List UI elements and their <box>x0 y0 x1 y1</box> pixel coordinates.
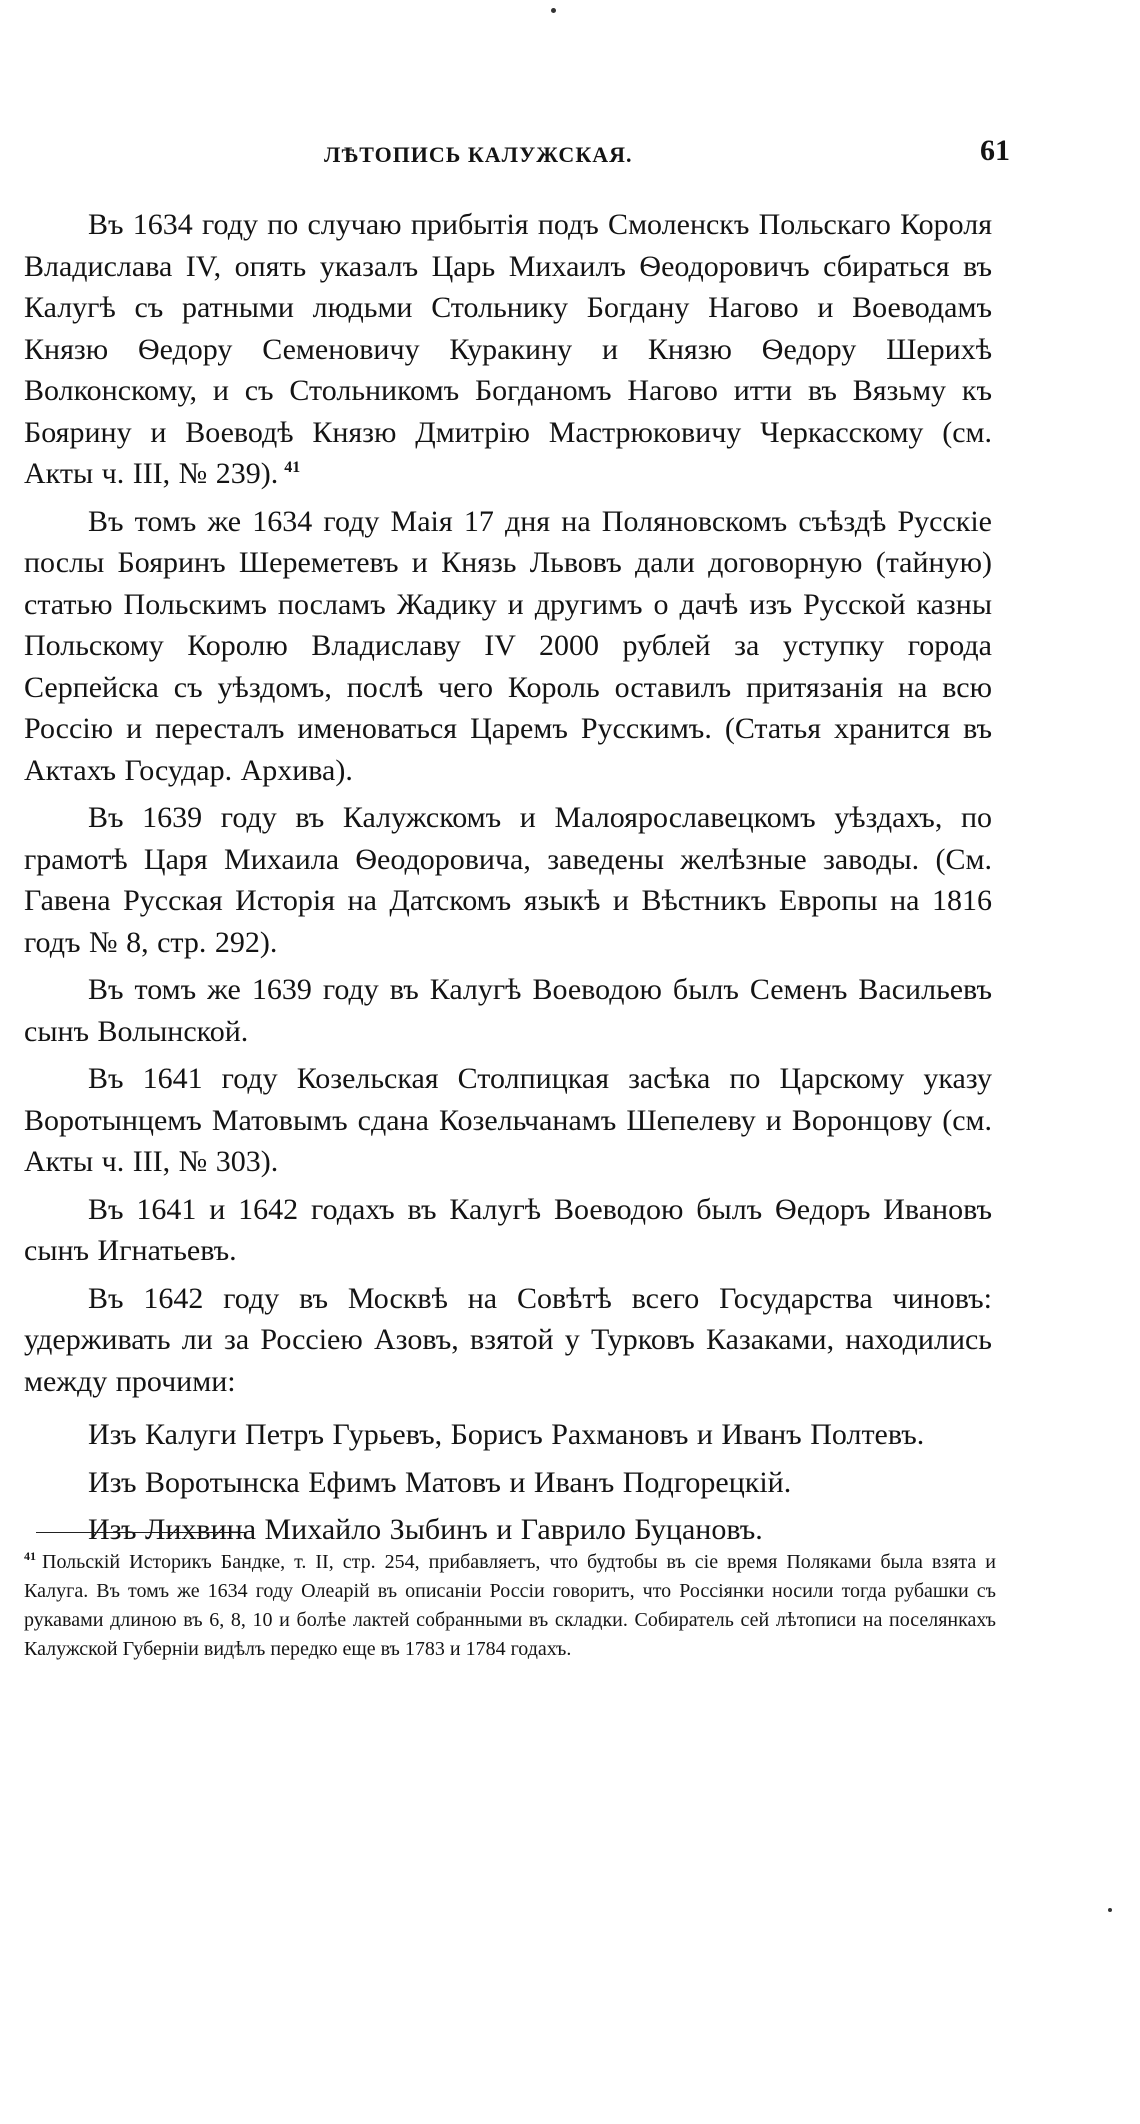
footnote-number: 41 <box>24 1549 36 1564</box>
paragraph <box>24 204 992 495</box>
ink-speck <box>551 8 556 13</box>
paragraph: Изъ Воротынска Ефимъ Матовъ и Иванъ Подгорецкій. <box>88 1465 792 1499</box>
paragraph: Въ томъ же 1634 году Маія 17 дня на Поляновскомъ съѣздѣ Русскіе послы Бояринъ Шереметевъ и Князь Львовъ дали договорную (тайную) статью Польскимъ посламъ Жадику и другимъ о дачѣ изъ Русской казны Польскому Королю Владиславу IV 2000 рублей за уступку города Серпейска съ уѣздомъ, послѣ чего Король оставилъ притязанія на всю Россію и пересталъ именоваться Царемъ Русскимъ. (Статья хранится въ Актахъ Государ. Архива). <box>24 504 992 787</box>
paragraph: Въ 1642 году въ Москвѣ на Совѣтѣ всего Государства чиновъ: удерживать ли за Россіею Азовъ, взятой у Турковъ Казаками, находились между прочими: <box>24 1281 992 1398</box>
paragraph: Изъ Лихвина Михайло Зыбинъ и Гаврило Буцановъ. <box>88 1513 763 1546</box>
footnote-text: Польскій Историкъ Бандке, т. II, стр. 254, прибавляетъ, что будтобы въ сіе время Поляками была взята и Калуга. Въ томъ же 1634 году Олеарій въ описаніи Россіи говоритъ, что Россіянки носили тогда рубашки съ рукавами длиною въ 6, 8, 10 и болѣе лактей собранными въ складки. Собиратель сей лѣтописи на поселянкахъ Калужской Губерніи видѣлъ передко еще въ 1783 и 1784 годахъ. <box>24 1551 996 1660</box>
paragraph: Изъ Калуги Петръ Гурьевъ, Борисъ Рахмановъ и Иванъ Полтевъ. <box>88 1418 925 1451</box>
paragraph: Въ 1641 и 1642 годахъ въ Калугѣ Воеводою былъ Ѳедоръ Ивановъ сынъ Игнатьевъ. <box>24 1192 992 1267</box>
paragraph: Въ томъ же 1639 году въ Калугѣ Воеводою былъ Семенъ Васильевъ сынъ Волынской. <box>24 973 992 1048</box>
footnote-reference: 41 <box>284 459 301 476</box>
main-text <box>24 204 992 1557</box>
paragraph-text: Въ 1634 году по случаю прибытія подъ Смоленскъ Польскаго Короля Владислава IV, опять указалъ Царь Михаилъ Ѳеодоровичъ сбираться въ Калугѣ съ ратными людьми Стольнику Богдану Нагово и Воеводамъ Князю Ѳедору Семеновичу Куракину и Князю Ѳедору Шерихѣ Волконскому, и съ Стольникомъ Богданомъ Нагово итти въ Вязьму къ Боярину и Воеводѣ Князю Дмитрію Мастрюковичу Черкасскому (см. Акты ч. III, № 239). <box>24 208 992 490</box>
paragraph: Въ 1641 году Козельская Столпицкая засѣка по Царскому указу Воротынцемъ Матовымъ сдана Козельчанамъ Шепелеву и Воронцову (см. Акты ч. III, № 303). <box>24 1062 992 1178</box>
footnote <box>24 1548 996 1664</box>
paragraph: Въ 1639 году въ Калужскомъ и Малоярославецкомъ уѣздахъ, по грамотѣ Царя Михаила Ѳеодоровича, заведены желѣзные заводы. (См. Гавена Русская Исторія на Датскомъ языкѣ и Вѣстникъ Европы на 1816 годъ № 8, стр. 292). <box>24 801 992 959</box>
page-header <box>24 134 1014 178</box>
page-number: 61 <box>980 134 1010 167</box>
running-title: ЛѢТОПИСЬ КАЛУЖСКАЯ. <box>324 142 633 167</box>
footnote-divider <box>36 1532 246 1533</box>
ink-speck <box>1108 1908 1112 1912</box>
